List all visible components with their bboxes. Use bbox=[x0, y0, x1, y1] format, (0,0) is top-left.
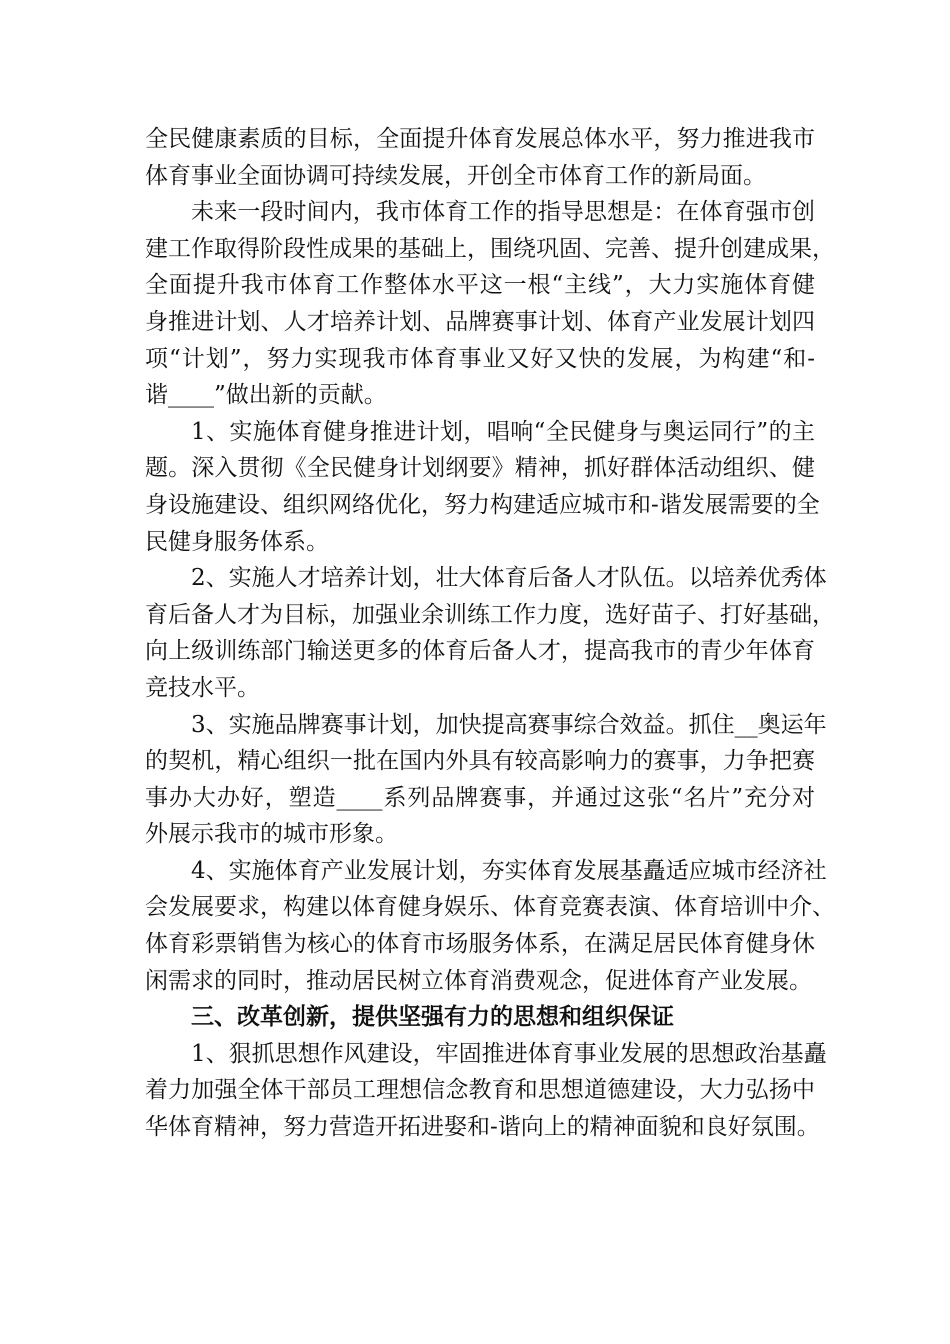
text-line: 会发展要求，构建以体育健身娱乐、体育竞赛表演、体育培训中介、 bbox=[145, 894, 835, 921]
text-line: 全民健康素质的目标，全面提升体育发展总体水平，努力推进我市 bbox=[145, 126, 815, 152]
text-line: 竞技水平。 bbox=[145, 674, 260, 701]
text-line: 谐____”做出新的贡献。 bbox=[145, 382, 387, 409]
section-heading: 三、改革创新，提供坚强有力的思想和组织保证 bbox=[191, 1003, 674, 1031]
text-line: 项“计划”，努力实现我市体育事业又好又快的发展，为构建“和- bbox=[145, 345, 815, 372]
document-body bbox=[145, 121, 835, 1146]
text-line: 3、实施品牌赛事计划，加快提高赛事综合效益。抓住__奥运年 bbox=[191, 711, 827, 738]
text-line: 身设施建设、组织网络优化，努力构建适应城市和-谐发展需要的全 bbox=[145, 491, 820, 518]
text-line: 闲需求的同时，推动居民树立体育消费观念，促进体育产业发展。 bbox=[145, 967, 812, 994]
text-line: 体育事业全面协调可持续发展，开创全市体育工作的新局面。 bbox=[145, 162, 766, 189]
text-line: 1、实施体育健身推进计划，唱响“全民健身与奥运同行”的主 bbox=[191, 418, 815, 445]
text-line: 外展示我市的城市形象。 bbox=[145, 821, 398, 848]
text-line: 华体育精神，努力营造开拓进娶和-谐向上的精神面貌和良好氛围。 bbox=[145, 1114, 820, 1141]
text-line: 的契机，精心组织一批在国内外具有较高影响力的赛事，力争把赛 bbox=[145, 748, 815, 775]
text-line: 建工作取得阶段性成果的基础上，围绕巩固、完善、提升创建成果， bbox=[145, 235, 835, 262]
text-line: 着力加强全体干部员工理想信念教育和思想道德建设，大力弘扬中 bbox=[145, 1077, 815, 1104]
text-line: 身推进计划、人才培养计划、品牌赛事计划、体育产业发展计划四 bbox=[145, 308, 815, 335]
text-line: 题。深入贯彻《全民健身计划纲要》精神，抓好群体活动组织、健 bbox=[145, 455, 815, 482]
text-line: 1、狠抓思想作风建设，牢固推进体育事业发展的思想政治基矗 bbox=[191, 1040, 827, 1067]
text-line: 4、实施体育产业发展计划，夯实体育发展基矗适应城市经济社 bbox=[191, 857, 827, 884]
text-line: 全面提升我市体育工作整体水平这一根“主线”，大力实施体育健 bbox=[145, 272, 815, 299]
text-line: 体育彩票销售为核心的体育市场服务体系，在满足居民体育健身休 bbox=[145, 931, 815, 958]
text-line: 2、实施人才培养计划，壮大体育后备人才队伍。以培养优秀体 bbox=[191, 565, 827, 592]
text-line: 未来一段时间内，我市体育工作的指导思想是：在体育强市创 bbox=[191, 199, 815, 226]
text-line: 事办大办好，塑造____系列品牌赛事，并通过这张“名片”充分对 bbox=[145, 784, 815, 811]
text-line: 育后备人才为目标，加强业余训练工作力度，选好苗子、打好基础， bbox=[145, 601, 835, 628]
text-line: 向上级训练部门输送更多的体育后备人才，提高我市的青少年体育 bbox=[145, 638, 815, 665]
text-line: 民健身服务体系。 bbox=[145, 528, 329, 555]
